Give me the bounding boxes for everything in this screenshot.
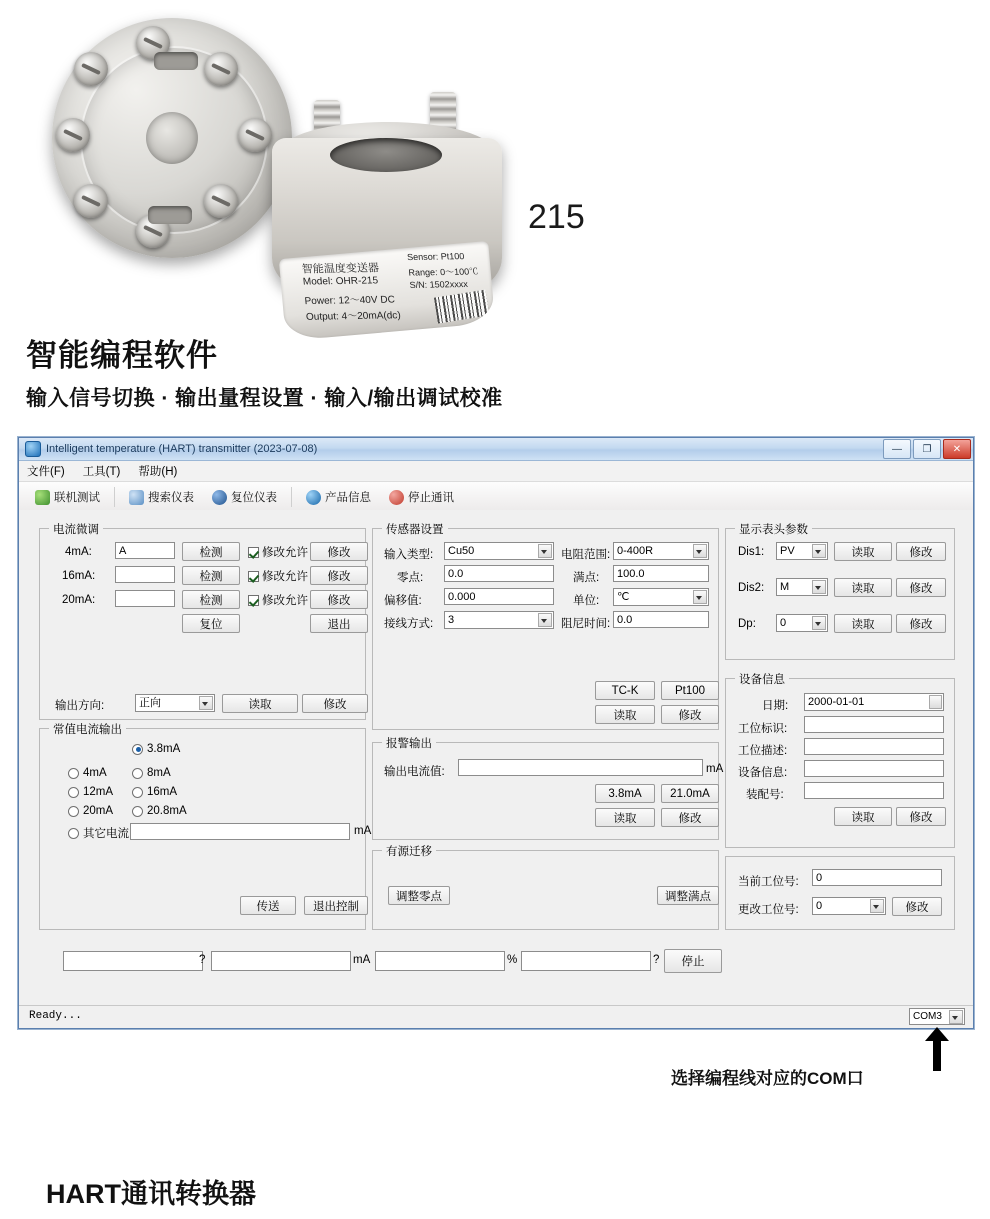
mounting-slot [154,52,198,70]
readout-stop-button[interactable]: 停止 [664,949,722,973]
device-info-read-button[interactable]: 读取 [834,807,892,826]
footer-title: HART通讯转换器 [46,1179,256,1209]
full-input[interactable]: 100.0 [613,565,709,582]
damping-label: 阻尼时间: [561,618,611,630]
select-value: 0-400R [617,545,654,557]
const-current-caption: 常值电流输出 [49,721,126,737]
trim-4ma-detect-button[interactable]: 检测 [182,542,240,561]
zero-label: 零点: [397,572,424,584]
dp-select[interactable] [776,614,828,632]
trim-16ma-label: 16mA: [62,570,96,582]
trim-16ma-allow-checkbox[interactable] [248,568,308,584]
trim-20ma-modify-button[interactable]: 修改 [310,590,368,609]
radio-label: 其它电流 [83,828,129,840]
terminal-screw [204,184,238,218]
radio-label: 4mA [83,767,107,779]
active-shift-caption: 有源迁移 [382,843,436,859]
assembly-label: 装配号: [746,789,784,801]
status-bar [19,1005,973,1028]
readout-field-3[interactable] [375,951,505,971]
radio-label: 20.8mA [147,805,187,817]
trim-16ma-detect-button[interactable]: 检测 [182,566,240,585]
com-port-arrow-icon [925,1027,949,1071]
dp-read-button[interactable]: 读取 [834,614,892,633]
spinner-up-icon[interactable] [932,698,938,701]
output-direction-select[interactable] [135,694,215,712]
barcode [434,290,489,324]
wiring-select[interactable] [444,611,554,629]
page-title: 智能编程软件 [26,338,218,373]
checkbox-label: 修改允许 [262,595,308,607]
toolbar-separator [114,487,115,507]
current-tag-input[interactable]: 0 [812,869,942,886]
readout-field-4[interactable] [521,951,651,971]
dp-modify-button[interactable]: 修改 [896,614,946,633]
terminal-screw [74,184,108,218]
output-direction-read-button[interactable]: 读取 [222,694,298,713]
active-shift-group [372,846,719,930]
radio-dot [68,787,79,798]
damping-input[interactable]: 0.0 [613,611,709,628]
nameplate-line: S/N: 1502xxxx [409,278,469,290]
readout-unit-ma: mA [353,954,371,966]
adjust-zero-button[interactable]: 调整零点 [388,886,450,905]
readout-unit-pct: % [507,954,518,966]
unit-label: 单位: [573,595,600,607]
readout-field-2[interactable] [211,951,351,971]
toolbar-label: 联机测试 [54,492,100,504]
offset-input[interactable]: 0.000 [444,588,554,605]
full-label: 满点: [573,572,600,584]
dis2-read-button[interactable]: 读取 [834,578,892,597]
nameplate-line: Output: 4～20mA(dc) [305,310,402,323]
display-params-caption: 显示表头参数 [735,521,812,537]
dp-label: Dp: [738,618,756,630]
output-direction-modify-button[interactable]: 修改 [302,694,368,713]
resistance-range-label: 电阻范围: [561,549,611,561]
const-current-option-16[interactable] [132,786,177,798]
reset-icon [212,490,227,505]
radio-label: 16mA [147,786,178,798]
toolbar-stop-comm[interactable] [381,486,462,508]
menu-file[interactable]: 文件(F) [27,466,65,478]
readout-field-1[interactable] [63,951,206,971]
change-tag-select[interactable] [812,897,886,915]
com-port-select[interactable] [909,1008,965,1025]
display-params-group [725,524,955,660]
dis2-label: Dis2: [738,582,765,594]
menu-bar [19,461,973,482]
current-trim-group [39,524,366,720]
dis2-select[interactable] [776,578,828,596]
alarm-group [372,738,724,840]
trim-20ma-input[interactable] [115,590,175,607]
tag-number-group [725,856,955,930]
link-icon [35,490,50,505]
select-value: PV [780,545,795,557]
sensor-tck-button[interactable]: TC-K [595,681,655,700]
radio-dot [68,828,79,839]
const-current-option-4[interactable] [68,767,107,779]
tag-id-input[interactable] [804,716,944,733]
search-icon [129,490,144,505]
nameplate-line: Power: 12～40V DC [304,294,396,308]
trim-4ma-modify-button[interactable]: 修改 [310,542,368,561]
alarm-current-unit: mA [706,763,724,775]
const-current-other-input[interactable] [130,823,350,840]
maximize-button[interactable]: ❐ [913,439,941,459]
product-photo [0,0,990,323]
trim-4ma-allow-checkbox[interactable] [248,544,308,560]
dis1-select[interactable] [776,542,828,560]
transmitter-side-view [272,100,502,323]
dis1-modify-button[interactable]: 修改 [896,542,946,561]
radio-dot [132,768,143,779]
select-value: ℃ [617,591,630,603]
transmitter-hub [146,112,198,164]
const-current-option-3p8[interactable] [132,743,180,755]
select-value: 0 [780,617,787,629]
menu-help[interactable]: 帮助(H) [138,466,178,478]
stop-icon [389,490,404,505]
radio-label: 12mA [83,786,114,798]
application-window [18,437,974,1029]
select-value: M [780,581,790,593]
const-current-exit-button[interactable]: 退出控制 [304,896,368,915]
dis1-read-button[interactable]: 读取 [834,542,892,561]
radio-dot [68,768,79,779]
toolbar [19,482,973,513]
window-titlebar [19,438,973,461]
alarm-modify-button[interactable]: 修改 [661,808,719,827]
mounting-slot [148,206,192,224]
select-value: 0 [816,900,823,912]
toolbar-label: 搜索仪表 [148,492,194,504]
select-value: COM3 [913,1011,942,1022]
terminal-screw [56,118,90,152]
device-info-group [725,674,955,848]
close-button[interactable]: ✕ [943,439,971,459]
wiring-label: 接线方式: [384,618,434,630]
tag-desc-label: 工位描述: [738,745,788,757]
trim-20ma-label: 20mA: [62,594,96,606]
unit-select[interactable] [613,588,709,606]
alarm-read-button[interactable]: 读取 [595,808,655,827]
zero-input[interactable]: 0.0 [444,565,554,582]
nameplate-line: Range: 0～100℃ [408,266,479,278]
radio-label: 8mA [147,767,171,779]
page-subtitle: 输入信号切换 · 输出量程设置 · 输入/输出调试校准 [26,387,503,410]
nameplate-line: 智能温度变送器 [301,262,380,276]
device-info-label: 设备信息: [738,767,788,779]
trim-4ma-label: 4mA: [65,546,92,558]
select-value: Cu50 [448,545,475,557]
input-type-label: 输入类型: [384,549,434,561]
device-info-modify-button[interactable]: 修改 [896,807,946,826]
window-title: Intelligent temperature (HART) transmitter (2023-07-08) [46,443,318,455]
const-current-option-12[interactable] [68,786,113,798]
terminal-screw [74,52,108,86]
sensor-pt100-button[interactable]: Pt100 [661,681,719,700]
transmitter-cavity [330,138,442,172]
const-current-group [39,724,372,930]
const-current-send-button[interactable]: 传送 [240,896,296,915]
const-current-other-unit: mA [354,825,372,837]
date-input[interactable] [804,693,944,711]
select-value: 3 [448,614,455,626]
radio-dot [132,806,143,817]
offset-label: 偏移值: [384,595,422,607]
sensor-group [372,524,719,730]
radio-label: 3.8mA [147,743,181,755]
minimize-button[interactable]: — [883,439,911,459]
toolbar-search-device[interactable] [121,486,202,508]
const-current-option-20[interactable] [68,805,113,817]
input-type-select[interactable] [444,542,554,560]
alarm-current-label: 输出电流值: [384,766,445,778]
select-value: 正向 [139,697,161,709]
status-text: Ready... [29,1010,82,1022]
alarm-caption: 报警输出 [382,735,436,751]
app-icon [25,441,41,457]
radio-label: 20mA [83,805,114,817]
radio-dot [132,787,143,798]
adjust-span-button[interactable]: 调整满点 [657,886,719,905]
dis2-modify-button[interactable]: 修改 [896,578,946,597]
trim-20ma-allow-checkbox[interactable] [248,592,308,608]
trim-4ma-input[interactable]: A [115,542,175,559]
alarm-current-input[interactable] [458,759,703,776]
toolbar-product-info[interactable] [298,486,379,508]
toolbar-reset-device[interactable] [204,486,285,508]
change-tag-label: 更改工位号: [738,904,799,916]
alarm-low-button[interactable]: 3.8mA [595,784,655,803]
change-tag-modify-button[interactable]: 修改 [892,897,942,916]
checkbox-box [248,547,259,558]
current-tag-label: 当前工位号: [738,876,799,888]
readout-q2: ? [653,954,660,966]
trim-20ma-detect-button[interactable]: 检测 [182,590,240,609]
sensor-modify-button[interactable]: 修改 [661,705,719,724]
readout-q1: ? [199,954,206,966]
window-controls [883,439,971,459]
device-info-caption: 设备信息 [735,671,789,687]
assembly-input[interactable] [804,782,944,799]
resistance-range-select[interactable] [613,542,709,560]
device-info-input[interactable] [804,760,944,777]
trim-16ma-input[interactable] [115,566,175,583]
nameplate-line: Model: OHR-215 [302,275,379,288]
terminal-screw [238,118,272,152]
radio-dot [68,806,79,817]
spinner-down-icon[interactable] [932,704,938,707]
tag-id-label: 工位标识: [738,723,788,735]
toolbar-connect-test[interactable] [27,486,108,508]
dis1-label: Dis1: [738,546,765,558]
current-trim-caption: 电流微调 [49,521,103,537]
checkbox-label: 修改允许 [262,547,308,559]
tag-desc-input[interactable] [804,738,944,755]
sensor-caption: 传感器设置 [382,521,448,537]
terminal-screw [204,52,238,86]
const-current-option-8[interactable] [132,767,171,779]
transmitter-nameplate [279,241,495,341]
model-number: 215 [528,198,585,236]
info-icon [306,490,321,505]
toolbar-label: 停止通讯 [408,492,454,504]
radio-dot [132,744,143,755]
date-value: 2000-01-01 [808,696,865,708]
toolbar-separator [291,487,292,507]
nameplate-line: Sensor: Pt100 [406,251,465,263]
menu-tools[interactable]: 工具(T) [82,466,121,478]
window-client-area [19,510,973,1005]
const-current-option-other[interactable] [68,825,129,841]
toolbar-label: 产品信息 [325,492,371,504]
date-label: 日期: [762,700,789,712]
transmitter-top-view [52,18,292,258]
arrow-stem [933,1039,941,1071]
checkbox-label: 修改允许 [262,571,308,583]
trim-exit-button[interactable]: 退出 [310,614,368,633]
checkbox-box [248,595,259,606]
com-port-note: 选择编程线对应的COM口 [671,1069,864,1088]
alarm-high-button[interactable]: 21.0mA [661,784,719,803]
output-direction-label: 输出方向: [55,700,105,712]
toolbar-label: 复位仪表 [231,492,277,504]
sensor-read-button[interactable]: 读取 [595,705,655,724]
trim-reset-button[interactable]: 复位 [182,614,240,633]
checkbox-box [248,571,259,582]
const-current-option-20p8[interactable] [132,805,187,817]
trim-16ma-modify-button[interactable]: 修改 [310,566,368,585]
